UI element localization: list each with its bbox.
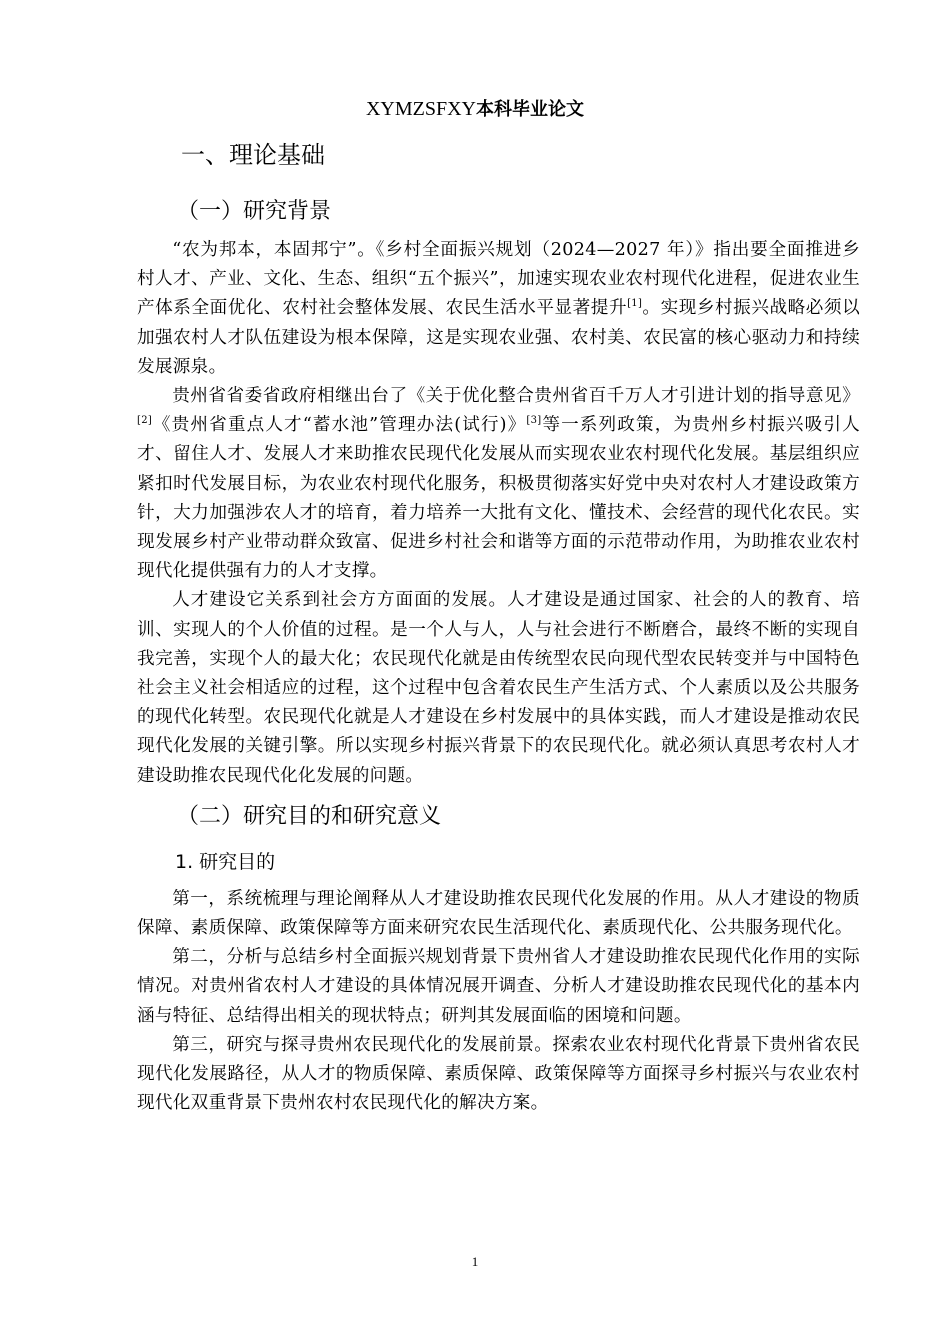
section-title-purpose: （二）研究目的和研究意义 xyxy=(177,803,442,829)
paragraph-3: 人才建设它关系到社会方方面面的发展。人才建设是通过国家、社会的人的教育、培训、实现人的个人价值的过程。是一个人与人，人与社会进行不断磨合，最终不断的实现自我完善，实现个人的最大化；农民现代化就是由传统型农民向现代型农民转变并与中国特色社会主义社会相适应的过程，这个过程中包含着农民生产生活方式、个人素质以及公共服务的现代化转型。农民现代化就是人才建设在乡村发展中的具体实践，而人才建设是推动农民现代化发展的关键引擎。所以实现乡村振兴背景下的农民现代化。就必须认真思考农村人才建设助推农民现代化化发展的问题。 xyxy=(137,590,860,786)
paragraph-2 xyxy=(137,382,860,586)
main-content xyxy=(137,136,860,1118)
header-label: 本科毕业论文 xyxy=(476,99,585,120)
paragraph-1-text-b: 。实现乡村振兴战略必须以加强农村人才队伍建设为根本保障，这是实现农业强、农村美、农民富的核心驱动力和持续发展源泉。 xyxy=(137,298,860,377)
paragraph-1-text-a: “农为邦本，本固邦宁”。《乡村全面振兴规划（2024—2027 年）》指出要全面推进乡村人才、产业、文化、生态、组织“五个振兴”，加速实现农业农村现代化进程，促进农业生产体系全面优化、农村社会整体发展、农民生活水平显著提升 xyxy=(137,240,860,319)
paragraph-2-text-a: 贵州省省委省政府相继出台了《关于优化整合贵州省百千万人才引进计划的指导意见》 xyxy=(172,386,860,407)
paragraph-2-text-c: 等一系列政策，为贵州乡村振兴吸引人才、留住人才、发展人才来助推农民现代化发展从而实现农业农村现代化发展。基层组织应紧扣时代发展目标，为农业农村现代化服务，积极贯彻落实好党中央对农村人才建设政策方针，大力加强涉农人才的培育，着力培养一大批有文化、懂技术、会经营的现代化农民。实现发展乡村产业带动群众致富、促进乡村社会和谐等方面的示范带动作用，为助推农业农村现代化提供强有力的人才支撑。 xyxy=(137,415,860,582)
header-code: XYMZSFXY xyxy=(365,98,477,120)
subsection-title-purpose: 1. 研究目的 xyxy=(175,850,276,873)
paragraph-2-text-b: 《贵州省重点人才“蓄水池”管理办法(试行)》 xyxy=(152,415,527,436)
paragraph-5: 第二，分析与总结乡村全面振兴规划背景下贵州省人才建设助推农民现代化作用的实际情况。对贵州省农村人才建设的具体情况展开调查、分析人才建设助推农民现代化的基本内涵与特征、总结得出相关的现状特点；研判其发展面临的困境和问题。 xyxy=(137,947,860,1026)
paragraph-4: 第一，系统梳理与理论阐释从人才建设助推农民现代化发展的作用。从人才建设的物质保障、素质保障、政策保障等方面来研究农民生活现代化、素质现代化、公共服务现代化。 xyxy=(137,888,860,939)
running-header xyxy=(0,96,950,123)
section-title-background: （一）研究背景 xyxy=(177,199,332,224)
citation-3: [3] xyxy=(526,415,542,427)
citation-2: [2] xyxy=(137,415,153,427)
paragraph-6: 第三，研究与探寻贵州农民现代化的发展前景。探索农业农村现代化背景下贵州省农民现代化发展路径，从人才的物质保障、素质保障、政策保障等方面探寻乡村振兴与农业农村现代化双重背景下贵州农村农民现代化的解决方案。 xyxy=(137,1034,860,1114)
chapter-title: 一、理论基础 xyxy=(181,141,325,169)
paragraph-1 xyxy=(137,236,860,382)
citation-1: [1] xyxy=(627,298,643,310)
page-number: 1 xyxy=(471,1254,479,1269)
